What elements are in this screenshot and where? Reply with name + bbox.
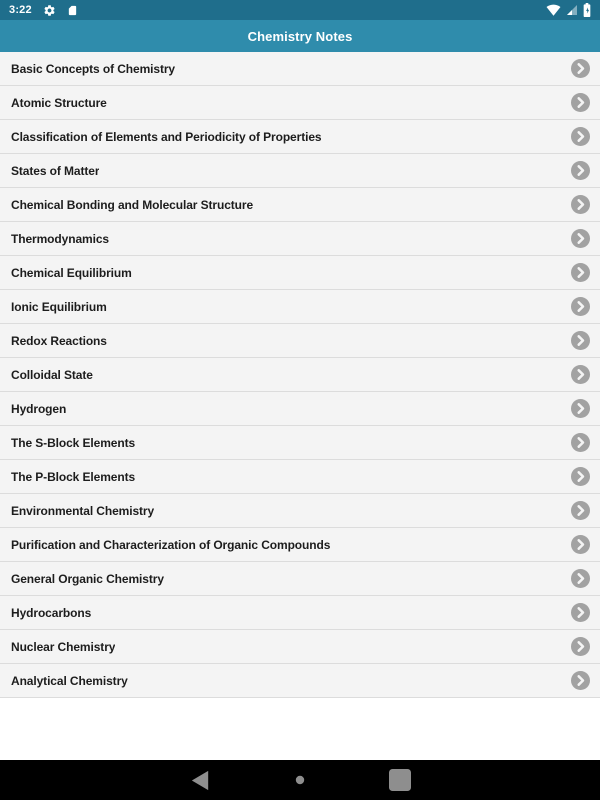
list-item[interactable] bbox=[0, 392, 600, 426]
navigation-bar bbox=[0, 760, 600, 800]
list-item-label: Chemical Bonding and Molecular Structure bbox=[11, 197, 254, 212]
list-item[interactable] bbox=[0, 596, 600, 630]
sim-card-icon bbox=[67, 4, 78, 17]
battery-charging-icon bbox=[583, 3, 591, 17]
list-item[interactable] bbox=[0, 324, 600, 358]
list-item-label: Thermodynamics bbox=[11, 231, 109, 246]
list-item[interactable] bbox=[0, 154, 600, 188]
list-item-label: General Organic Chemistry bbox=[11, 571, 164, 586]
list-item[interactable] bbox=[0, 664, 600, 698]
chevron-right-icon bbox=[571, 297, 590, 316]
list-item[interactable] bbox=[0, 120, 600, 154]
chevron-right-icon bbox=[571, 127, 590, 146]
list-item[interactable] bbox=[0, 528, 600, 562]
content-filler bbox=[0, 698, 600, 760]
chevron-right-icon bbox=[571, 195, 590, 214]
wifi-icon bbox=[546, 4, 561, 16]
list-item[interactable] bbox=[0, 52, 600, 86]
topics-list[interactable] bbox=[0, 52, 600, 698]
list-item[interactable] bbox=[0, 256, 600, 290]
list-item-label: Environmental Chemistry bbox=[11, 503, 155, 518]
chevron-right-icon bbox=[571, 331, 590, 350]
status-time: 3:22 bbox=[9, 4, 32, 16]
list-item[interactable] bbox=[0, 86, 600, 120]
list-item[interactable] bbox=[0, 630, 600, 664]
chevron-right-icon bbox=[571, 161, 590, 180]
page-title: Chemistry Notes bbox=[247, 28, 353, 44]
list-item-label: Hydrocarbons bbox=[11, 605, 92, 620]
list-item[interactable] bbox=[0, 426, 600, 460]
home-icon bbox=[295, 775, 305, 785]
list-item-label: Nuclear Chemistry bbox=[11, 639, 116, 654]
list-item[interactable] bbox=[0, 188, 600, 222]
recents-button[interactable] bbox=[372, 760, 428, 800]
chevron-right-icon bbox=[571, 671, 590, 690]
list-item-label: States of Matter bbox=[11, 163, 100, 178]
list-item-label: Analytical Chemistry bbox=[11, 673, 128, 688]
home-button[interactable] bbox=[272, 760, 328, 800]
list-item[interactable] bbox=[0, 562, 600, 596]
list-item-label: Basic Concepts of Chemistry bbox=[11, 61, 176, 76]
cell-signal-icon bbox=[566, 4, 578, 16]
chevron-right-icon bbox=[571, 433, 590, 452]
status-bar bbox=[0, 0, 600, 20]
app-bar bbox=[0, 20, 600, 52]
list-item-label: Hydrogen bbox=[11, 401, 67, 416]
list-item-label: Redox Reactions bbox=[11, 333, 107, 348]
back-icon bbox=[188, 768, 213, 793]
chevron-right-icon bbox=[571, 467, 590, 486]
list-item-label: Atomic Structure bbox=[11, 95, 107, 110]
list-item-label: The S-Block Elements bbox=[11, 435, 136, 450]
chevron-right-icon bbox=[571, 365, 590, 384]
settings-icon bbox=[43, 4, 56, 17]
list-item-label: Purification and Characterization of Organic Compounds bbox=[11, 537, 331, 552]
list-item-label: Ionic Equilibrium bbox=[11, 299, 107, 314]
list-item[interactable] bbox=[0, 222, 600, 256]
list-item-label: Classification of Elements and Periodicity of Properties bbox=[11, 129, 322, 144]
chevron-right-icon bbox=[571, 263, 590, 282]
chevron-right-icon bbox=[571, 603, 590, 622]
recents-icon bbox=[388, 768, 412, 792]
list-item[interactable] bbox=[0, 460, 600, 494]
back-button[interactable] bbox=[172, 760, 228, 800]
list-item[interactable] bbox=[0, 494, 600, 528]
chevron-right-icon bbox=[571, 569, 590, 588]
chevron-right-icon bbox=[571, 229, 590, 248]
list-item-label: Colloidal State bbox=[11, 367, 93, 382]
chevron-right-icon bbox=[571, 535, 590, 554]
chevron-right-icon bbox=[571, 93, 590, 112]
list-item-label: The P-Block Elements bbox=[11, 469, 136, 484]
status-bar-right bbox=[546, 3, 591, 17]
status-bar-left bbox=[9, 4, 78, 17]
list-item[interactable] bbox=[0, 358, 600, 392]
list-item[interactable] bbox=[0, 290, 600, 324]
chevron-right-icon bbox=[571, 637, 590, 656]
chevron-right-icon bbox=[571, 399, 590, 418]
chevron-right-icon bbox=[571, 59, 590, 78]
chevron-right-icon bbox=[571, 501, 590, 520]
list-item-label: Chemical Equilibrium bbox=[11, 265, 132, 280]
